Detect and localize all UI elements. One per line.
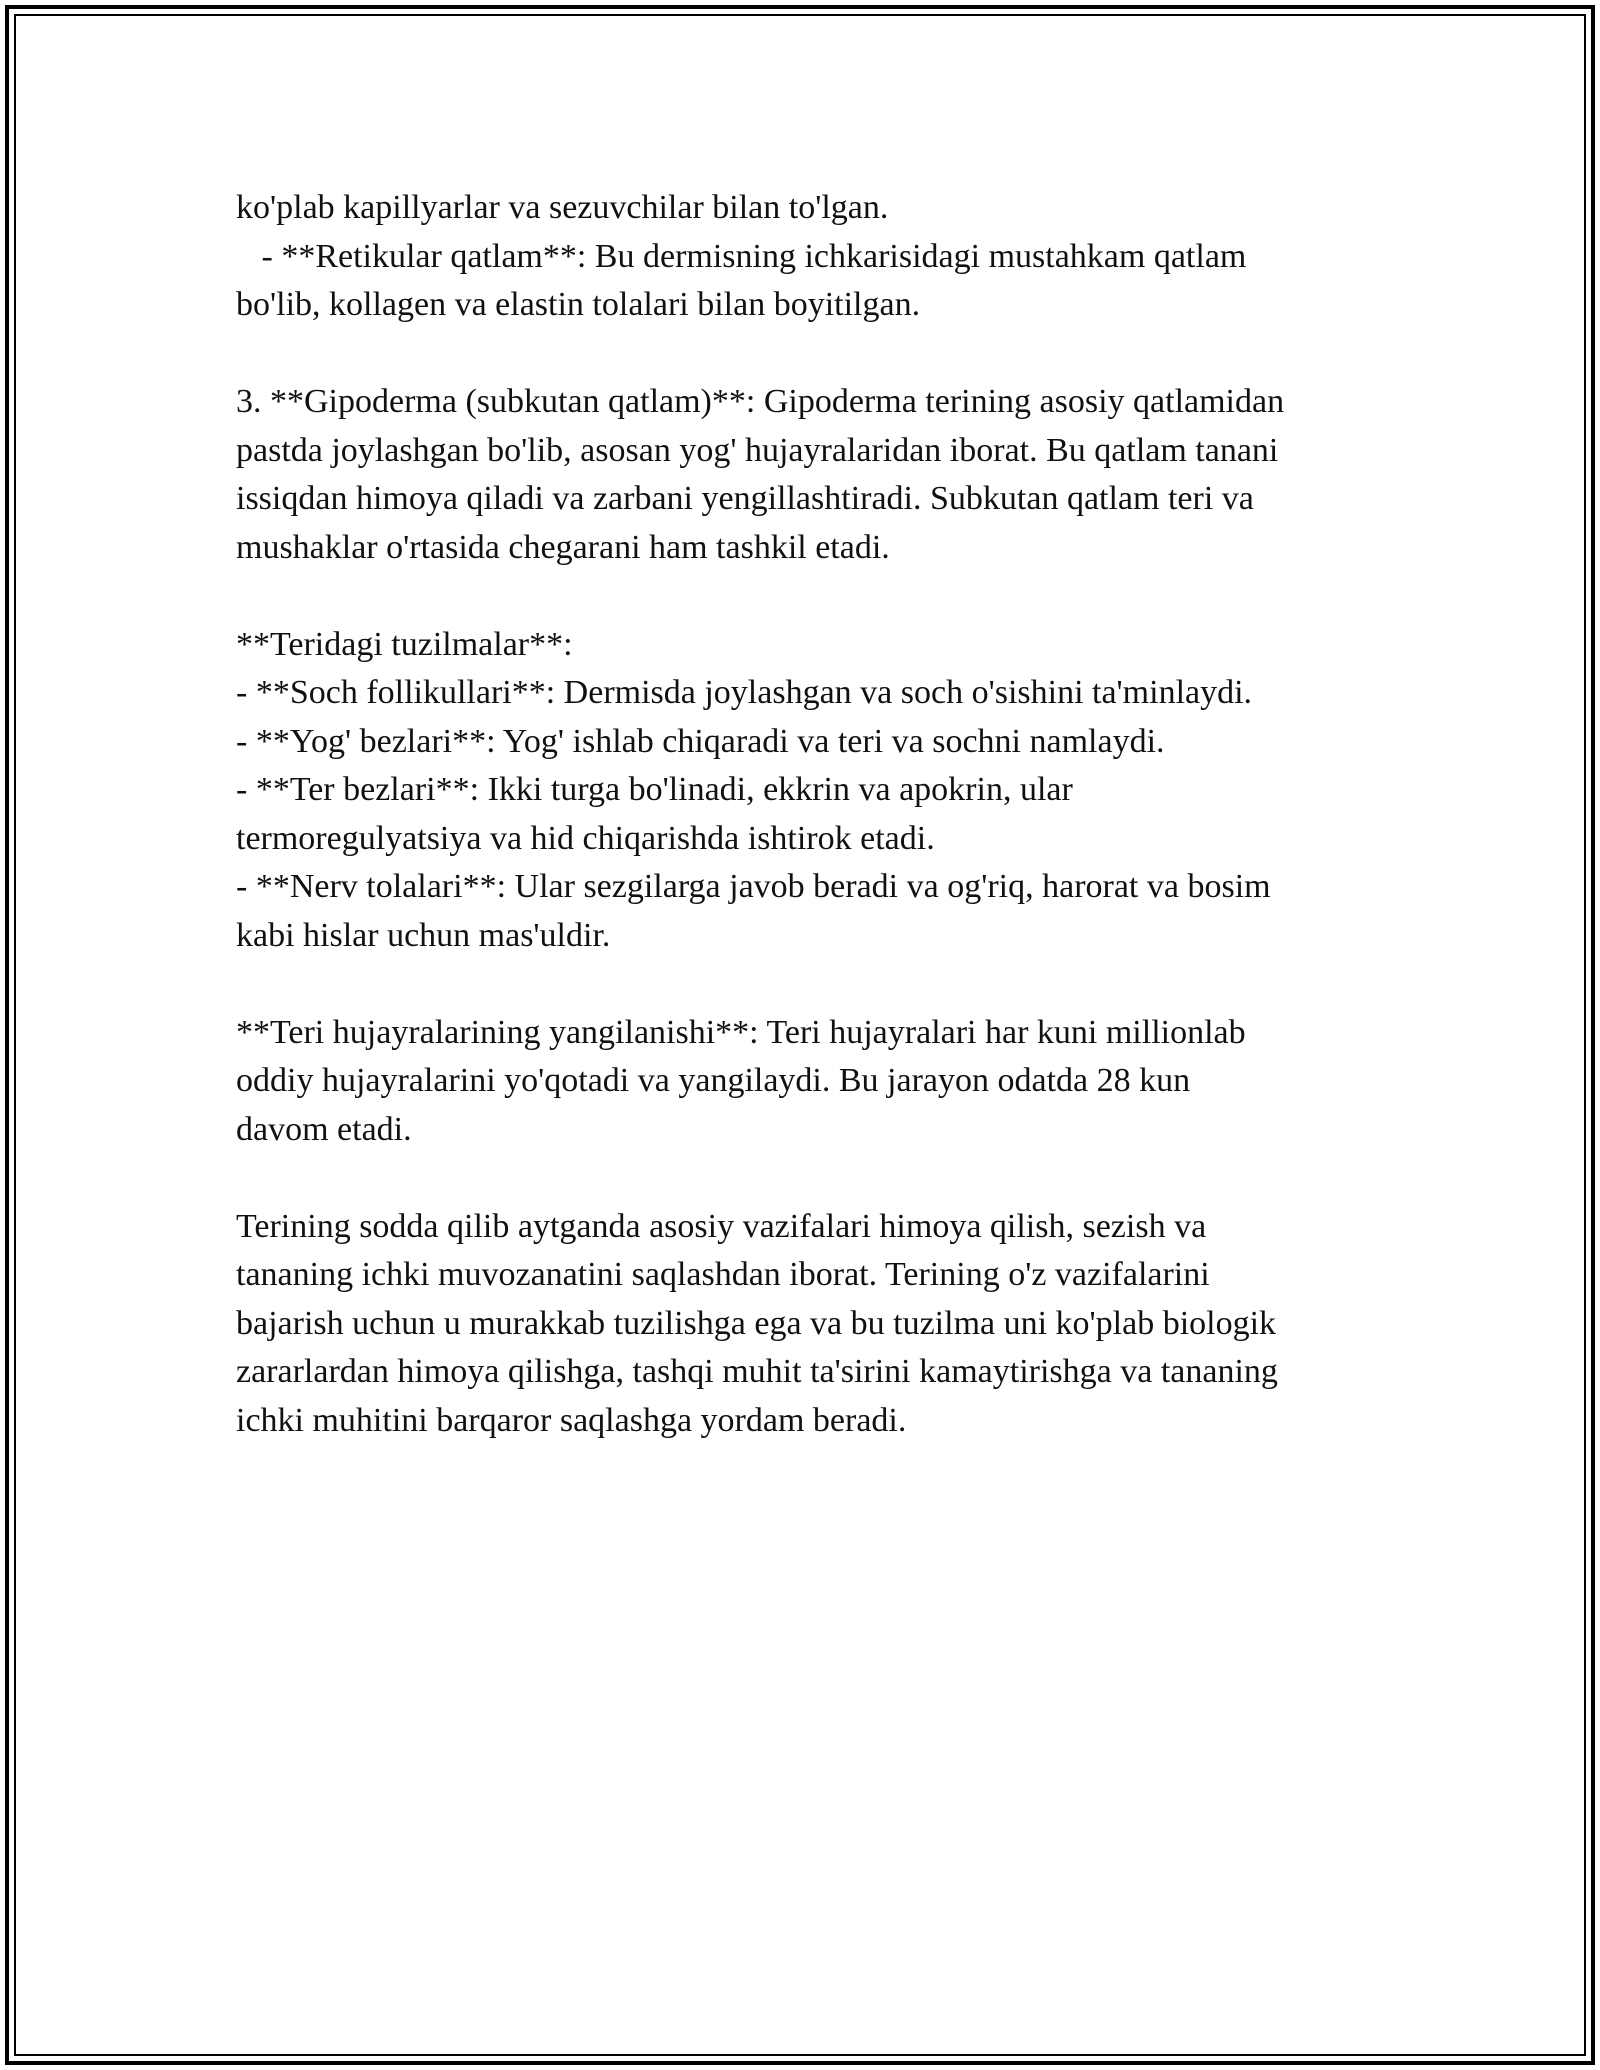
text-line: 3. **Gipoderma (subkutan qatlam)**: Gipoderma terining asosiy qatlamidan xyxy=(236,383,1285,420)
text-line: **Teri hujayralarining yangilanishi**: Teri hujayralari har kuni millionlab xyxy=(236,1013,1246,1051)
paragraph-dermis-continuation xyxy=(236,184,1386,330)
text-line: bajarish uchun u murakkab tuzilishga ega va bu tuzilma uni ko'plab biologik xyxy=(236,1304,1277,1342)
paragraph-gap xyxy=(236,572,1386,621)
text-line: zararlardan himoya qilishga, tashqi muhit ta'sirini kamaytirishga va tananing xyxy=(236,1353,1278,1390)
text-line: oddiy hujayralarini yo'qotadi va yangilaydi. Bu jarayon odatda 28 kun xyxy=(236,1062,1191,1099)
list-item-line: - **Yog' bezlari**: Yog' ishlab chiqaradi va teri va sochni namlaydi. xyxy=(236,722,1165,760)
paragraph-gap xyxy=(236,330,1386,379)
paragraph-summary xyxy=(236,1203,1386,1446)
text-line: Terining sodda qilib aytganda asosiy vazifalari himoya qilish, sezish va xyxy=(236,1207,1207,1245)
text-line: - **Retikular qatlam**: Bu dermisning ichkarisidagi mustahkam qatlam xyxy=(236,237,1247,275)
text-line: tananing ichki muvozanatini saqlashdan iborat. Terining o'z vazifalarini xyxy=(236,1256,1210,1293)
list-item-line: - **Soch follikullari**: Dermisda joylashgan va soch o'sishini ta'minlaydi. xyxy=(236,674,1253,711)
list-item-line: - **Nerv tolalari**: Ular sezgilarga javob beradi va og'riq, harorat va bosim xyxy=(236,868,1271,905)
text-line: ko'plab kapillyarlar va sezuvchilar bilan to'lgan. xyxy=(236,189,889,226)
paragraph-gap xyxy=(236,1154,1386,1203)
text-line: bo'lib, kollagen va elastin tolalari bilan boyitilgan. xyxy=(236,286,921,323)
text-line: mushaklar o'rtasida chegarani ham tashkil etadi. xyxy=(236,528,890,566)
text-line: pastda joylashgan bo'lib, asosan yog' hujayralaridan iborat. Bu qatlam tanani xyxy=(236,431,1279,469)
list-item-line: - **Ter bezlari**: Ikki turga bo'linadi, ekkrin va apokrin, ular xyxy=(236,771,1073,808)
text-line: davom etadi. xyxy=(236,1110,412,1148)
document-body xyxy=(236,184,1386,1445)
text-line: issiqdan himoya qiladi va zarbani yengillashtiradi. Subkutan qatlam teri va xyxy=(236,480,1254,517)
paragraph-gap xyxy=(236,960,1386,1009)
paragraph-skin-structures xyxy=(236,621,1386,961)
text-line: ichki muhitini barqaror saqlashga yordam beradi. xyxy=(236,1401,907,1439)
list-item-line: kabi hislar uchun mas'uldir. xyxy=(236,916,611,954)
paragraph-cell-renewal xyxy=(236,1009,1386,1155)
list-item-line: termoregulyatsiya va hid chiqarishda ishtirok etadi. xyxy=(236,819,935,857)
section-heading-line: **Teridagi tuzilmalar**: xyxy=(236,625,573,663)
paragraph-gipoderma xyxy=(236,378,1386,572)
